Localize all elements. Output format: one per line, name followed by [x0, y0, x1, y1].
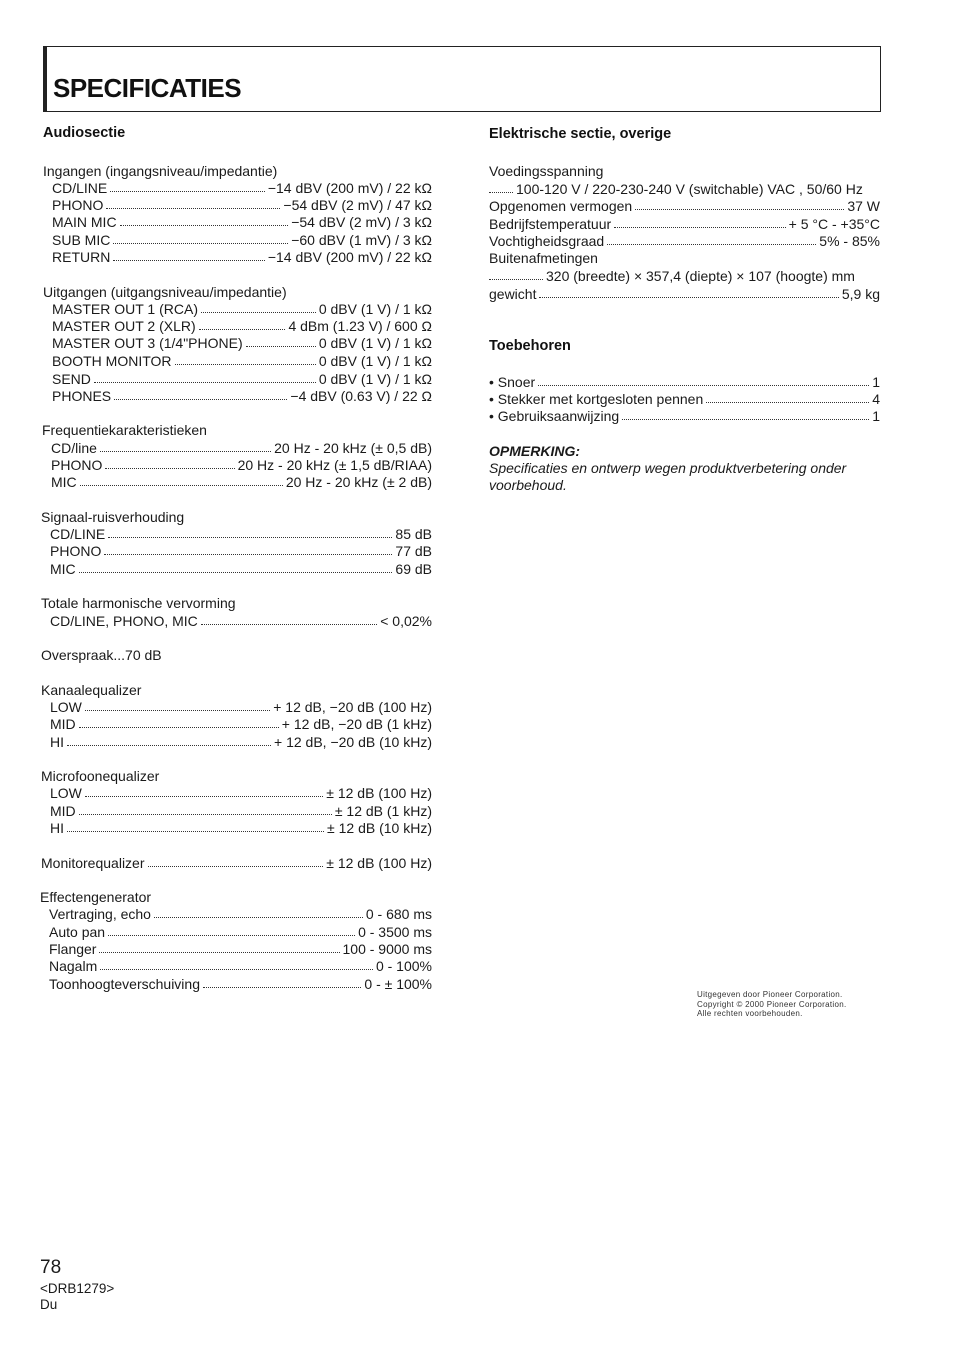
spec-label: MIC — [51, 474, 77, 490]
spec-label: PHONES — [52, 388, 112, 404]
spec-label: BOOTH MONITOR — [52, 353, 172, 369]
spec-row — [489, 198, 880, 215]
leader-dots — [539, 286, 838, 298]
title-rule — [44, 47, 47, 111]
spec-row — [489, 216, 880, 233]
spec-row — [489, 233, 880, 250]
leader-dots — [201, 613, 377, 625]
accessory-label: • Stekker met kortgesloten pennen — [489, 391, 704, 407]
spec-value: −4 dBV (0.63 V) / 22 Ω — [290, 388, 432, 404]
accessory-count: 1 — [872, 374, 880, 390]
leader-dots — [706, 391, 869, 403]
spec-value: 5,9 kg — [841, 286, 880, 302]
group-title: Ingangen (ingangsniveau/impedantie) — [43, 163, 278, 179]
spec-row — [49, 906, 432, 923]
spec-value: 0 - 3500 ms — [358, 924, 432, 940]
imprint-line: Copyright © 2000 Pioneer Corporation. — [697, 999, 847, 1009]
leader-dots — [114, 388, 287, 400]
spec-row — [50, 803, 432, 820]
spec-row — [52, 318, 432, 335]
spec-label: CD/line — [51, 440, 97, 456]
spec-label: MID — [50, 716, 76, 732]
accessory-row — [489, 408, 880, 425]
imprint-line: Alle rechten voorbehouden. — [697, 1009, 803, 1018]
leader-dots — [113, 232, 288, 244]
spec-label: Auto pan — [49, 924, 106, 940]
spec-row — [52, 197, 432, 214]
spec-row — [41, 855, 432, 872]
spec-label: PHONO — [51, 457, 103, 473]
accessories-heading: Toebehoren — [489, 338, 571, 354]
leader-dots — [154, 906, 363, 918]
note-heading: OPMERKING: — [489, 443, 580, 459]
group-title: Totale harmonische vervorming — [41, 595, 236, 611]
spec-value: 0 - 100% — [375, 958, 432, 974]
group-title: Uitgangen (uitgangsniveau/impedantie) — [43, 284, 287, 300]
group-title: Kanaalequalizer — [41, 682, 142, 698]
spec-value: 0 - 680 ms — [365, 906, 432, 922]
imprint-line: Uitgegeven door Pioneer Corporation. — [697, 990, 843, 999]
leader-dots — [85, 785, 323, 797]
dims-value: 320 (breedte) × 357,4 (diepte) × 107 (hoogte) mm — [546, 268, 855, 284]
leader-dots — [148, 855, 324, 867]
leader-dots — [108, 924, 355, 936]
accessory-row — [489, 391, 880, 408]
spec-value: −14 dBV (200 mV) / 22 kΩ — [267, 249, 432, 265]
spec-label: SUB MIC — [52, 232, 111, 248]
note-text-line2: voorbehoud. — [489, 477, 567, 493]
spec-row — [52, 214, 432, 231]
spec-value: −60 dBV (1 mV) / 3 kΩ — [291, 232, 432, 248]
spec-value: 5% - 85% — [819, 233, 880, 249]
leader-dots — [489, 181, 513, 193]
spec-row — [50, 785, 432, 802]
leader-dots — [79, 561, 393, 573]
electrical-heading: Elektrische sectie, overige — [489, 126, 672, 142]
spec-label: MAIN MIC — [52, 214, 117, 230]
spec-row — [49, 941, 432, 958]
spec-value: + 5 °C - +35°C — [788, 216, 880, 232]
spec-row — [50, 526, 432, 543]
power-label: Voedingsspanning — [489, 163, 604, 179]
spec-value: 0 - ± 100% — [364, 976, 432, 992]
spec-row — [51, 474, 432, 491]
spec-value: < 0,02% — [380, 613, 432, 629]
dims-row — [489, 268, 880, 285]
group-title: Frequentiekarakteristieken — [42, 422, 207, 438]
spec-label: CD/LINE, PHONO, MIC — [50, 613, 198, 629]
leader-dots — [201, 301, 316, 313]
spec-value: 20 Hz - 20 kHz (± 2 dB) — [285, 474, 432, 490]
spec-row — [52, 371, 432, 388]
spec-label: Bedrijfstemperatuur — [489, 216, 612, 232]
spec-row — [49, 924, 432, 941]
spec-value: ± 12 dB (10 kHz) — [327, 820, 432, 836]
dims-label: Buitenafmetingen — [489, 250, 598, 266]
spec-row — [52, 232, 432, 249]
leader-dots — [79, 716, 279, 728]
leader-dots — [538, 374, 869, 386]
power-row — [489, 181, 880, 198]
leader-dots — [203, 976, 361, 988]
spec-value: ± 12 dB (100 Hz) — [326, 855, 432, 871]
spec-label: RETURN — [52, 249, 111, 265]
spec-row — [51, 440, 432, 457]
weight-row — [489, 286, 880, 303]
group-title: Effectengenerator — [40, 889, 152, 905]
spec-label: gewicht — [489, 286, 537, 302]
power-value: 100-120 V / 220-230-240 V (switchable) VAC , 50/60 Hz — [516, 181, 863, 197]
leader-dots — [67, 820, 324, 832]
language-code: Du — [40, 1297, 58, 1312]
leader-dots — [614, 216, 785, 228]
accessory-label: • Gebruiksaanwijzing — [489, 408, 620, 424]
spec-value: 77 dB — [395, 543, 432, 559]
leader-dots — [622, 408, 869, 420]
spec-value: 85 dB — [395, 526, 432, 542]
spec-row — [52, 180, 432, 197]
publisher-imprint — [697, 990, 847, 1019]
leader-dots — [607, 233, 816, 245]
spec-value: 0 dBV (1 V) / 1 kΩ — [318, 353, 432, 369]
spec-label: CD/LINE — [52, 180, 108, 196]
accessory-count: 4 — [872, 391, 880, 407]
leader-dots — [85, 699, 270, 711]
spec-value: ± 12 dB (100 Hz) — [326, 785, 432, 801]
spec-row — [49, 958, 432, 975]
spec-value: 37 W — [847, 198, 880, 214]
spec-value: −14 dBV (200 mV) / 22 kΩ — [267, 180, 432, 196]
spec-label: Opgenomen vermogen — [489, 198, 633, 214]
leader-dots — [108, 526, 392, 538]
spec-label: Flanger — [49, 941, 97, 957]
spec-label: MIC — [50, 561, 76, 577]
spec-label: Toonhoogteverschuiving — [49, 976, 200, 992]
group-title: Signaal-ruisverhouding — [41, 509, 185, 525]
spec-value: 0 dBV (1 V) / 1 kΩ — [318, 301, 432, 317]
spec-value: 0 dBV (1 V) / 1 kΩ — [318, 335, 432, 351]
leader-dots — [80, 474, 283, 486]
spec-value: ± 12 dB (1 kHz) — [334, 803, 432, 819]
spec-row — [50, 543, 432, 560]
document-code: <DRB1279> — [40, 1281, 115, 1296]
spec-label: CD/LINE — [50, 526, 106, 542]
leader-dots — [635, 198, 844, 210]
accessory-row — [489, 374, 880, 391]
leader-dots — [246, 335, 316, 347]
spec-label: Vochtigheidsgraad — [489, 233, 605, 249]
spec-row — [52, 335, 432, 352]
spec-row — [50, 734, 432, 751]
spec-label: LOW — [50, 699, 82, 715]
group-title: Microfoonequalizer — [41, 768, 160, 784]
spec-label: PHONO — [50, 543, 102, 559]
spec-row — [52, 301, 432, 318]
spec-label: HI — [50, 734, 64, 750]
spec-value: + 12 dB, −20 dB (100 Hz) — [273, 699, 432, 715]
spec-label: SEND — [52, 371, 91, 387]
spec-label: MASTER OUT 1 (RCA) — [52, 301, 198, 317]
page-title: SPECIFICATIES — [53, 73, 242, 103]
leader-dots — [110, 180, 265, 192]
spec-label: MID — [50, 803, 76, 819]
spec-value: 0 dBV (1 V) / 1 kΩ — [318, 371, 432, 387]
spec-value: 69 dB — [395, 561, 432, 577]
leader-dots — [489, 268, 543, 280]
title-box — [43, 46, 881, 112]
spec-row — [50, 699, 432, 716]
accessory-count: 1 — [872, 408, 880, 424]
leader-dots — [100, 440, 271, 452]
leader-dots — [175, 353, 316, 365]
spec-row — [49, 976, 432, 993]
spec-value: + 12 dB, −20 dB (1 kHz) — [281, 716, 432, 732]
leader-dots — [104, 543, 392, 555]
spec-row — [52, 249, 432, 266]
leader-dots — [67, 734, 271, 746]
spec-value: −54 dBV (2 mV) / 3 kΩ — [291, 214, 432, 230]
spec-row — [51, 457, 432, 474]
spec-row — [50, 716, 432, 733]
leader-dots — [105, 457, 234, 469]
crosstalk-spec: Overspraak...70 dB — [41, 647, 162, 663]
spec-label: Monitorequalizer — [41, 855, 145, 871]
spec-row — [52, 353, 432, 370]
leader-dots — [100, 958, 373, 970]
leader-dots — [79, 803, 332, 815]
leader-dots — [99, 941, 339, 953]
leader-dots — [94, 371, 316, 383]
spec-value: 4 dBm (1.23 V) / 600 Ω — [288, 318, 432, 334]
spec-row — [50, 820, 432, 837]
accessory-label: • Snoer — [489, 374, 536, 390]
leader-dots — [199, 318, 286, 330]
spec-label: MASTER OUT 3 (1/4"PHONE) — [52, 335, 243, 351]
spec-value: 100 - 9000 ms — [342, 941, 432, 957]
spec-label: Vertraging, echo — [49, 906, 151, 922]
page-number: 78 — [40, 1257, 62, 1278]
leader-dots — [113, 249, 264, 261]
spec-value: 20 Hz - 20 kHz (± 1,5 dB/RIAA) — [237, 457, 432, 473]
spec-value: −54 dBV (2 mV) / 47 kΩ — [283, 197, 432, 213]
spec-label: PHONO — [52, 197, 104, 213]
spec-value: 20 Hz - 20 kHz (± 0,5 dB) — [274, 440, 432, 456]
spec-row — [50, 561, 432, 578]
audio-heading: Audiosectie — [43, 125, 126, 141]
leader-dots — [120, 214, 289, 226]
spec-label: HI — [50, 820, 64, 836]
spec-value: + 12 dB, −20 dB (10 kHz) — [274, 734, 432, 750]
leader-dots — [106, 197, 280, 209]
spec-row — [52, 388, 432, 405]
note-text-line1: Specificaties en ontwerp wegen produktverbetering onder — [489, 460, 847, 476]
spec-label: Nagalm — [49, 958, 98, 974]
spec-label: MASTER OUT 2 (XLR) — [52, 318, 196, 334]
spec-label: LOW — [50, 785, 82, 801]
spec-row — [50, 613, 432, 630]
